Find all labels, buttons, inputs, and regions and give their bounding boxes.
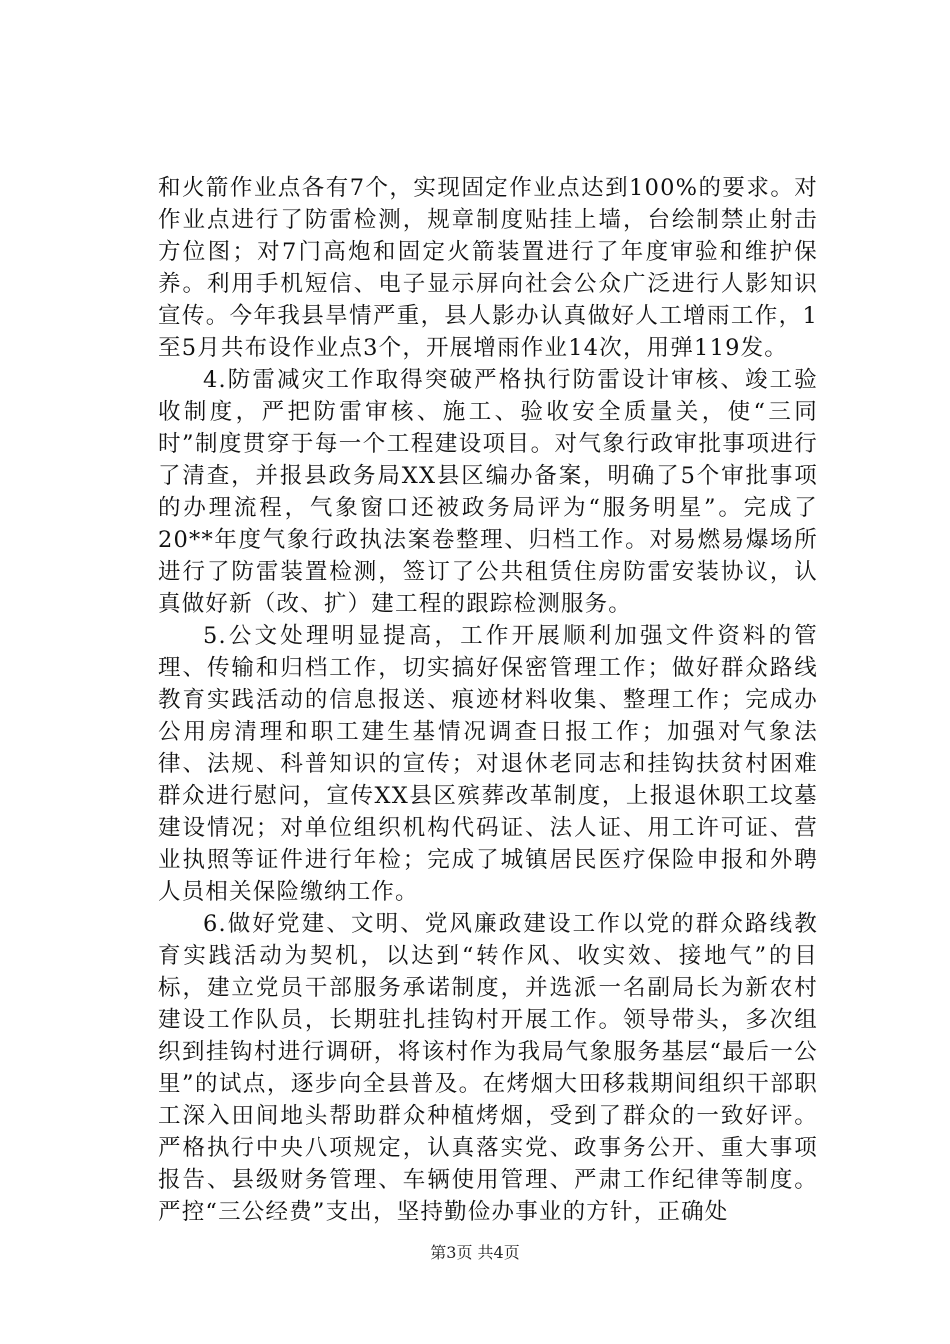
paragraph-4: 6.做好党建、文明、党风廉政建设工作以党的群众路线教育实践活动为契机，以达到“转作风、收实效、接地气”的目标，建立党员干部服务承诺制度，并选派一名副局长为新农村建设工作队员，长期驻扎挂钩村开展工作。领导带头，多次组织到挂钩村进行调研，将该村作为我局气象服务基层“最后一公里”的试点，逐步向全县普及。在烤烟大田移栽期间组织干部职工深入田间地头帮助群众种植烤烟，受到了群众的一致好评。严格执行中央八项规定，认真落实党、政事务公开、重大事项报告、县级财务管理、车辆使用管理、严肃工作纪律等制度。严控“三公经费”支出，坚持勤俭办事业的方针，正确处 — [158, 911, 818, 1225]
paragraph-2: 4.防雷减灾工作取得突破严格执行防雷设计审核、竣工验收制度，严把防雷审核、施工、验收安全质量关，使“三同时”制度贯穿于每一个工程建设项目。对气象行政审批事项进行了清查，并报县政务局XX县区编办备案，明确了5个审批事项的办理流程，气象窗口还被政务局评为“服务明星”。完成了20**年度气象行政执法案卷整理、归档工作。对易燃易爆场所进行了防雷装置检测，签订了公共租赁住房防雷安装协议，认真做好新（改、扩）建工程的跟踪检测服务。 — [158, 367, 818, 617]
paragraph-3: 5.公文处理明显提高，工作开展顺利加强文件资料的管理、传输和归档工作，切实搞好保密管理工作；做好群众路线教育实践活动的信息报送、痕迹材料收集、整理工作；完成办公用房清理和职工建生基情况调查日报工作；加强对气象法律、法规、科普知识的宣传；对退休老同志和挂钩扶贫村困难群众进行慰问，宣传XX县区殡葬改革制度，上报退休职工坟墓建设情况；对单位组织机构代码证、法人证、用工许可证、营业执照等证件进行年检；完成了城镇居民医疗保险申报和外聘人员相关保险缴纳工作。 — [158, 623, 818, 905]
document-body — [158, 172, 818, 1228]
paragraph-1: 和火箭作业点各有7个，实现固定作业点达到100%的要求。对作业点进行了防雷检测，规章制度贴挂上墙，台绘制禁止射击方位图；对7门高炮和固定火箭装置进行了年度审验和维护保养。利用手机短信、电子显示屏向社会公众广泛进行人影知识宣传。今年我县旱情严重，县人影办认真做好人工增雨工作，1至5月共布设作业点3个，开展增雨作业14次，用弹119发。 — [158, 175, 818, 361]
page-number: 第3页 共4页 — [430, 1243, 520, 1262]
page-footer — [0, 1243, 950, 1263]
